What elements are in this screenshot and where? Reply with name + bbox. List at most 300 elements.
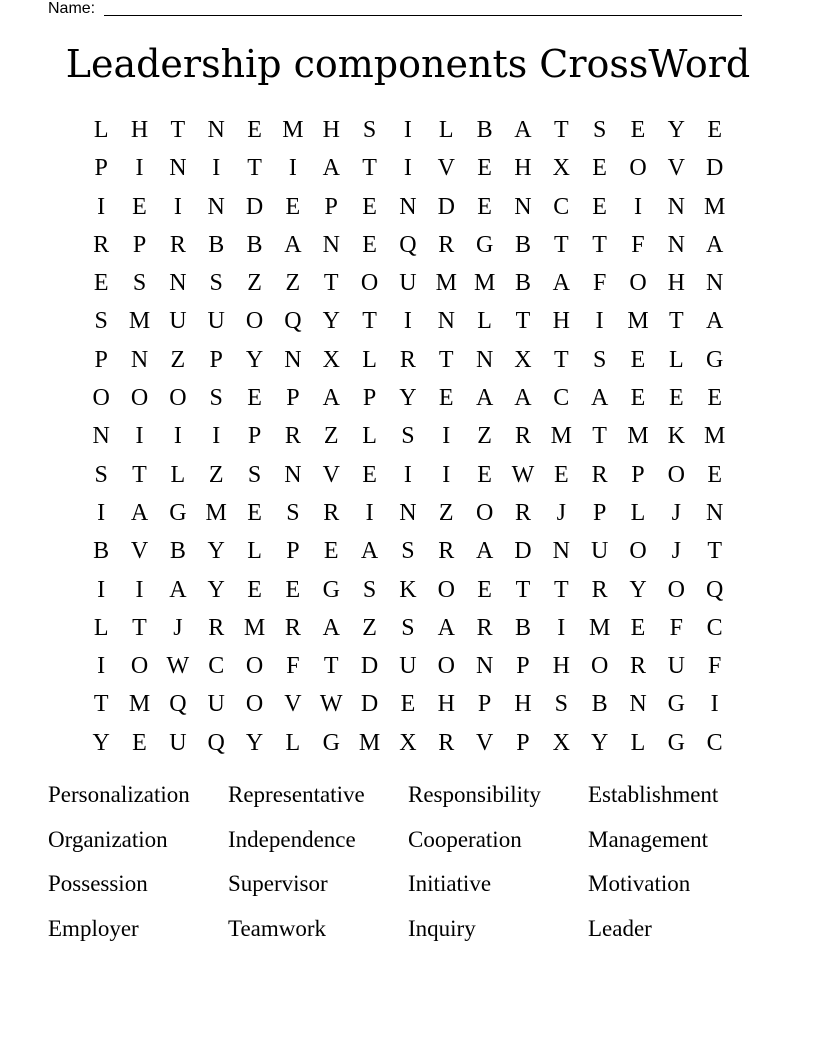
grid-cell: E [285, 576, 301, 603]
grid-cell: U [667, 653, 685, 680]
grid-cell: T [553, 346, 569, 373]
grid-cell: A [475, 538, 494, 565]
grid-cell: R [514, 423, 531, 450]
grid-cell: A [130, 499, 149, 526]
grid-cell: B [246, 231, 263, 258]
grid-cell: C [706, 614, 723, 641]
grid-cell: U [399, 653, 417, 680]
grid-cell: O [475, 499, 494, 526]
grid-cell: L [170, 461, 186, 488]
grid-cell: I [97, 576, 106, 603]
grid-cell: X [514, 346, 532, 373]
grid-cell: Y [245, 346, 264, 373]
word-list-item: Possession [48, 871, 148, 897]
grid-cell: M [128, 691, 151, 718]
grid-cell: E [630, 614, 646, 641]
grid-cell: A [514, 385, 532, 412]
grid-cell: I [403, 155, 412, 182]
grid-cell: S [94, 308, 108, 335]
grid-row [82, 724, 734, 762]
grid-cell: I [173, 423, 182, 450]
grid-cell: B [514, 614, 531, 641]
grid-cell: B [514, 270, 531, 297]
grid-cell: L [247, 538, 262, 565]
grid-cell: O [667, 461, 685, 488]
grid-cell: L [93, 614, 109, 641]
grid-cell: E [247, 499, 262, 526]
grid-cell: I [212, 423, 221, 450]
grid-cell: Q [706, 576, 724, 603]
grid-cell: P [94, 155, 108, 182]
grid-cell: N [399, 499, 417, 526]
grid-cell: G [322, 729, 340, 756]
grid-cell: B [514, 231, 531, 258]
grid-cell: A [552, 270, 570, 297]
grid-cell: X [399, 729, 417, 756]
grid-cell: T [707, 538, 722, 565]
grid-cell: A [284, 231, 302, 258]
grid-cell: O [629, 155, 647, 182]
grid-cell: Y [245, 729, 264, 756]
grid-cell: H [667, 270, 685, 297]
grid-cell: S [247, 461, 262, 488]
grid-cell: D [706, 155, 724, 182]
grid-cell: Y [322, 308, 340, 335]
grid-cell: W [319, 691, 343, 718]
grid-cell: E [400, 691, 416, 718]
grid-cell: E [362, 231, 377, 258]
word-list-item: Representative [228, 782, 365, 807]
grid-cell: E [477, 193, 492, 220]
grid-cell: O [437, 576, 455, 603]
grid-cell: E [247, 385, 262, 412]
grid-cell: Y [92, 729, 110, 756]
grid-cell: Y [667, 117, 685, 143]
grid-cell: P [209, 346, 223, 373]
grid-cell: I [173, 193, 182, 220]
grid-cell: B [208, 231, 225, 258]
grid-cell: D [437, 193, 455, 220]
grid-cell: P [286, 538, 300, 565]
grid-cell: E [477, 155, 492, 182]
grid-cell: T [132, 461, 147, 488]
grid-cell: H [552, 653, 570, 680]
grid-cell: E [285, 193, 301, 220]
grid-cell: B [476, 117, 493, 143]
grid-cell: P [631, 461, 645, 488]
grid-cell: E [362, 193, 377, 220]
grid-cell: E [592, 155, 607, 182]
grid-cell: B [93, 538, 110, 565]
grid-row [82, 302, 734, 340]
grid-cell: I [365, 499, 374, 526]
grid-cell: R [591, 461, 608, 488]
grid-cell: N [629, 691, 647, 718]
grid-row [82, 226, 734, 264]
grid-cell: G [475, 231, 494, 258]
grid-cell: L [630, 729, 646, 756]
grid-cell: A [322, 155, 340, 182]
grid-cell: C [706, 729, 723, 756]
grid-cell: H [437, 691, 455, 718]
grid-cell: I [97, 499, 106, 526]
grid-cell: M [588, 614, 611, 641]
word-list-item: Organization [48, 826, 168, 852]
grid-cell: R [629, 653, 646, 680]
grid-cell: N [399, 193, 417, 220]
grid-cell: T [515, 576, 531, 603]
grid-cell: N [667, 193, 685, 220]
grid-cell: H [552, 308, 570, 335]
grid-cell: R [438, 538, 455, 565]
grid-cell: A [590, 385, 609, 412]
grid-cell: V [667, 155, 685, 182]
grid-cell: U [169, 308, 187, 335]
grid-cell: P [477, 691, 492, 718]
grid-cell: P [132, 231, 147, 258]
grid-cell: P [592, 499, 607, 526]
grid-cell: N [437, 308, 455, 335]
grid-cell: H [130, 117, 149, 143]
grid-cell: A [706, 308, 724, 335]
grid-cell: E [132, 193, 147, 220]
grid-cell: S [401, 614, 415, 641]
grid-cell: L [93, 117, 109, 143]
grid-cell: V [475, 729, 494, 756]
grid-cell: Y [629, 576, 647, 603]
grid-cell: M [704, 193, 726, 220]
grid-cell: I [557, 614, 566, 641]
grid-cell: I [135, 423, 144, 450]
grid-cell: W [511, 461, 535, 488]
grid-cell: N [207, 117, 225, 143]
grid-cell: A [322, 385, 340, 412]
grid-cell: U [590, 538, 609, 565]
grid-cell: N [552, 538, 570, 565]
grid-cell: Q [207, 729, 225, 756]
grid-cell: N [706, 499, 724, 526]
grid-cell: E [592, 193, 607, 220]
grid-cell: D [360, 653, 379, 680]
grid-cell: K [667, 423, 685, 450]
grid-cell: Z [170, 346, 186, 373]
grid-cell: E [247, 576, 262, 603]
grid-cell: T [170, 117, 186, 143]
grid-cell: G [169, 499, 187, 526]
grid-cell: S [209, 385, 223, 412]
letter-grid [82, 111, 734, 762]
grid-cell: S [592, 346, 607, 373]
grid-cell: R [284, 614, 301, 641]
grid-cell: Z [208, 461, 224, 488]
grid-cell: N [207, 193, 225, 220]
grid-cell: T [553, 117, 569, 143]
grid-cell: M [550, 423, 572, 450]
grid-cell: A [475, 385, 494, 412]
grid-cell: X [552, 729, 570, 756]
grid-cell: R [399, 346, 416, 373]
page-title: Leadership components CrossWord [65, 42, 751, 86]
grid-cell: O [629, 270, 647, 297]
word-list-item: Inquiry [408, 916, 476, 942]
grid-row [82, 417, 734, 455]
grid-cell: F [286, 653, 300, 680]
grid-cell: R [208, 614, 225, 641]
grid-cell: G [322, 576, 340, 603]
grid-cell: A [514, 117, 532, 143]
grid-cell: S [401, 423, 415, 450]
grid-cell: I [403, 117, 412, 143]
grid-cell: A [322, 614, 340, 641]
grid-cell: J [671, 499, 681, 526]
grid-cell: A [360, 538, 379, 565]
grid-cell: T [323, 270, 339, 297]
grid-cell: W [166, 653, 190, 680]
grid-cell: R [169, 231, 186, 258]
grid-cell: Z [285, 270, 301, 297]
grid-cell: S [592, 117, 607, 143]
grid-cell: U [207, 308, 225, 335]
grid-cell: T [362, 308, 377, 335]
grid-cell: E [630, 346, 646, 373]
grid-row [82, 647, 734, 685]
grid-cell: E [630, 385, 646, 412]
grid-cell: O [629, 538, 647, 565]
word-list-item: Responsibility [408, 782, 541, 807]
grid-cell: A [706, 231, 724, 258]
grid-cell: O [245, 653, 264, 680]
grid-cell: R [591, 576, 608, 603]
grid-cell: N [475, 653, 494, 680]
grid-cell: L [362, 346, 377, 373]
grid-cell: M [358, 729, 381, 756]
word-list-item: Motivation [588, 871, 691, 897]
grid-row [82, 532, 734, 570]
grid-cell: R [284, 423, 301, 450]
grid-cell: N [667, 231, 685, 258]
grid-cell: T [93, 691, 109, 718]
grid-cell: I [135, 155, 144, 182]
grid-cell: M [128, 308, 151, 335]
grid-cell: Q [169, 691, 187, 718]
grid-cell: X [552, 155, 570, 182]
grid-cell: J [173, 614, 183, 641]
grid-cell: D [245, 193, 264, 220]
grid-cell: V [284, 691, 302, 718]
grid-row [82, 149, 734, 187]
grid-cell: I [97, 193, 106, 220]
grid-cell: J [671, 538, 681, 565]
grid-cell: I [710, 691, 719, 718]
grid-cell: I [97, 653, 106, 680]
name-field [48, 0, 742, 18]
grid-cell: V [322, 461, 340, 488]
word-list-item: Supervisor [228, 871, 328, 897]
grid-cell: I [595, 308, 604, 335]
grid-cell: P [362, 385, 377, 412]
word-list-item: Employer [48, 916, 139, 942]
grid-cell: C [208, 653, 225, 680]
grid-cell: P [324, 193, 338, 220]
grid-cell: P [286, 385, 300, 412]
grid-cell: T [362, 155, 377, 182]
grid-cell: O [130, 385, 149, 412]
grid-row [82, 685, 734, 723]
grid-cell: R [476, 614, 493, 641]
grid-cell: Z [323, 423, 339, 450]
grid-cell: T [438, 346, 454, 373]
grid-cell: M [627, 308, 649, 335]
name-label: Name: [48, 0, 96, 17]
grid-row [82, 341, 734, 379]
grid-cell: S [94, 461, 108, 488]
grid-cell: X [322, 346, 340, 373]
grid-cell: N [475, 346, 494, 373]
grid-cell: E [362, 461, 377, 488]
grid-row [82, 456, 734, 494]
grid-cell: L [362, 423, 377, 450]
grid-cell: I [442, 461, 451, 488]
grid-cell: S [362, 117, 377, 143]
grid-cell: N [284, 461, 302, 488]
grid-cell: V [437, 155, 455, 182]
word-list-item: Leader [588, 916, 652, 942]
grid-cell: O [92, 385, 110, 412]
grid-cell: T [553, 231, 569, 258]
name-underline [104, 15, 742, 16]
grid-cell: Q [399, 231, 417, 258]
grid-cell: T [323, 653, 339, 680]
grid-cell: E [323, 538, 339, 565]
grid-cell: O [169, 385, 187, 412]
grid-cell: S [362, 576, 377, 603]
grid-cell: A [437, 614, 455, 641]
word-list-item: Establishment [588, 782, 719, 807]
grid-cell: E [438, 385, 454, 412]
grid-cell: P [94, 346, 108, 373]
grid-cell: T [247, 155, 262, 182]
grid-cell: O [245, 691, 264, 718]
grid-cell: P [516, 729, 530, 756]
grid-cell: N [706, 270, 724, 297]
grid-cell: A [169, 576, 187, 603]
grid-row [82, 111, 734, 149]
grid-row [82, 494, 734, 532]
grid-cell: N [169, 270, 187, 297]
grid-cell: L [477, 308, 492, 335]
word-list-item: Personalization [48, 782, 190, 807]
grid-cell: S [132, 270, 147, 297]
word-list-item: Independence [228, 826, 356, 852]
grid-cell: U [399, 270, 417, 297]
word-list-item: Cooperation [408, 826, 522, 852]
grid-cell: O [360, 270, 379, 297]
grid-cell: E [630, 117, 646, 143]
grid-cell: E [707, 385, 722, 412]
grid-cell: Z [247, 270, 262, 297]
grid-cell: L [668, 346, 684, 373]
grid-cell: Q [284, 308, 302, 335]
grid-cell: S [401, 538, 415, 565]
grid-cell: O [590, 653, 609, 680]
grid-row [82, 609, 734, 647]
grid-cell: U [207, 691, 225, 718]
grid-cell: N [130, 346, 149, 373]
grid-cell: E [247, 117, 262, 143]
grid-cell: E [477, 461, 492, 488]
grid-cell: L [630, 499, 646, 526]
grid-cell: O [667, 576, 685, 603]
grid-cell: C [553, 193, 570, 220]
grid-cell: T [668, 308, 684, 335]
grid-cell: B [169, 538, 186, 565]
grid-cell: O [130, 653, 149, 680]
grid-cell: C [553, 385, 570, 412]
grid-cell: I [633, 193, 642, 220]
grid-cell: H [514, 691, 532, 718]
word-list-item: Initiative [408, 871, 492, 897]
grid-cell: T [553, 576, 569, 603]
grid-cell: R [514, 499, 531, 526]
grid-row [82, 571, 734, 609]
grid-row [82, 379, 734, 417]
grid-cell: S [209, 270, 223, 297]
word-list [48, 776, 768, 955]
grid-cell: B [591, 691, 608, 718]
grid-cell: M [627, 423, 649, 450]
grid-cell: F [631, 231, 645, 258]
grid-cell: E [707, 117, 722, 143]
grid-cell: M [435, 270, 457, 297]
grid-cell: E [707, 461, 722, 488]
grid-cell: R [93, 231, 110, 258]
grid-cell: Y [207, 576, 225, 603]
word-list-item: Teamwork [228, 916, 327, 942]
grid-cell: S [286, 499, 300, 526]
grid-cell: E [668, 385, 684, 412]
grid-cell: J [556, 499, 566, 526]
grid-cell: R [323, 499, 340, 526]
grid-cell: T [515, 308, 531, 335]
grid-cell: D [514, 538, 532, 565]
grid-cell: O [245, 308, 264, 335]
grid-cell: I [212, 155, 221, 182]
grid-cell: E [132, 729, 147, 756]
grid-cell: O [437, 653, 455, 680]
grid-cell: N [169, 155, 187, 182]
grid-cell: N [92, 423, 110, 450]
grid-cell: E [477, 576, 492, 603]
grid-cell: P [516, 653, 530, 680]
grid-cell: T [132, 614, 147, 641]
grid-cell: N [514, 193, 532, 220]
grid-cell: K [399, 576, 417, 603]
grid-cell: F [592, 270, 607, 297]
grid-cell: Z [362, 614, 377, 641]
grid-cell: L [438, 117, 454, 143]
grid-cell: I [403, 461, 412, 488]
grid-cell: M [704, 423, 726, 450]
grid-cell: I [442, 423, 451, 450]
grid-cell: I [135, 576, 144, 603]
grid-row [82, 188, 734, 226]
grid-cell: G [667, 691, 685, 718]
grid-cell: H [322, 117, 340, 143]
grid-cell: F [669, 614, 683, 641]
grid-cell: T [592, 231, 607, 258]
grid-cell: E [553, 461, 569, 488]
grid-cell: N [284, 346, 302, 373]
